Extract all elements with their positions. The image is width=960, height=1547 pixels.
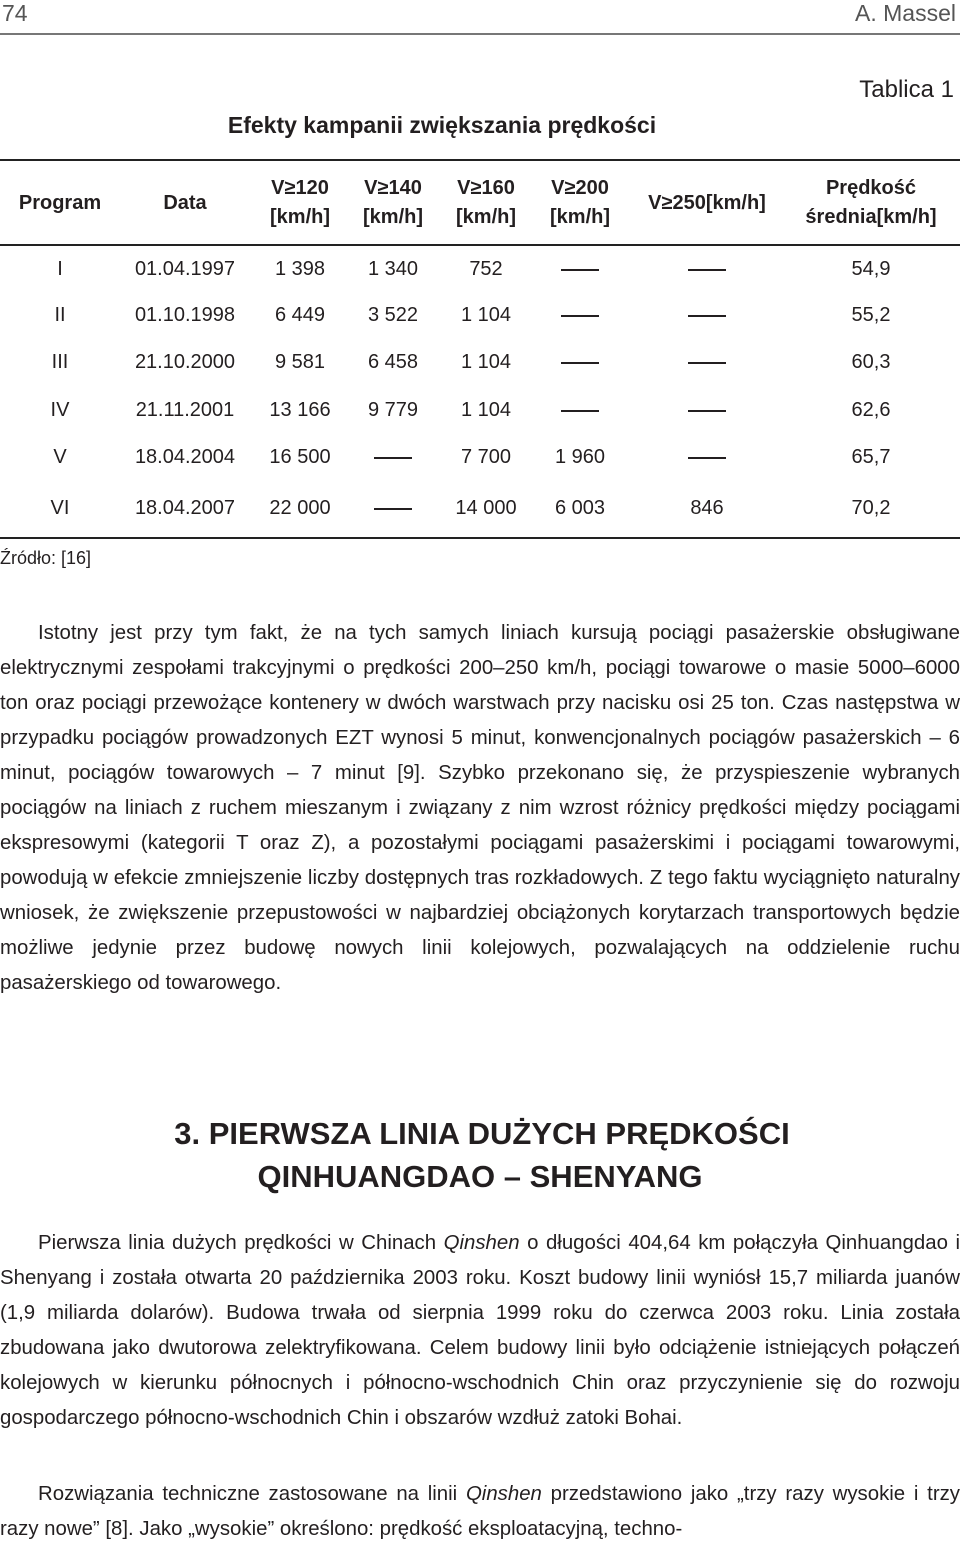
section-heading-line: QINHUANGDAO – SHENYANG [257,1159,703,1194]
empty-value-dash [627,387,787,433]
table-cell: 1 398 [274,258,326,280]
table-cell: 9 779 [367,399,419,421]
line-name-italic: Qinshen [465,1483,542,1505]
dash-mark [561,269,599,271]
table-cell: 1 104 [460,351,512,373]
table-title-text: Efekty kampanii zwiększania prędkości [227,112,657,138]
empty-value-dash [535,246,625,292]
table-row [0,339,960,385]
table-cell: III [51,351,69,373]
column-header-line: Data [163,191,207,214]
column-header [786,173,956,233]
table-cell: 7 700 [460,446,512,468]
table-cell: IV [50,399,70,421]
paragraph-text: przedstawiono jako „trzy razy wysokie i trzy razy nowe” [8]. Jako „wysokie” określono: prędkość eksploatacyjną, techno- [0,1483,960,1540]
table-row [0,387,960,433]
column-header-line: V≥200 [551,177,609,199]
column-header [125,173,245,233]
dash-mark [561,315,599,317]
column-header-line: V≥140 [364,177,422,199]
dash-mark [561,362,599,364]
running-header [0,0,960,34]
table-cell: 60,3 [851,351,891,373]
empty-value-dash [627,434,787,480]
table-cell: 6 449 [274,304,326,326]
table-row [0,246,960,292]
column-header-line: [km/h] [456,206,516,228]
table-cell: 1 104 [460,304,512,326]
table-cell: 21.10.2000 [134,351,236,373]
dash-mark [688,457,726,459]
column-header-line: [km/h] [550,206,610,228]
dash-mark [374,457,412,459]
table-cell: 01.10.1998 [134,304,236,326]
table-row [0,485,960,531]
column-header [5,173,115,233]
column-header [255,173,345,233]
column-header-line: Program [18,191,102,214]
page-number: 74 [2,0,28,26]
table-cell: II [54,304,66,326]
line-name-italic: Qinshen [443,1232,520,1254]
table-cell: 13 166 [269,399,331,421]
table-title [0,112,960,139]
column-header-line: V≥250[km/h] [648,191,766,214]
table-cell: 21.11.2001 [135,399,235,421]
empty-value-dash [627,339,787,385]
dash-mark [688,315,726,317]
table-cell: I [57,258,63,280]
header-rule [0,33,960,35]
dash-mark [374,508,412,510]
paragraph-text: Rozwiązania techniczne zastosowane na linii [38,1483,466,1505]
table-cell: 752 [469,258,503,280]
column-header [348,173,438,233]
table-cell: 01.04.1997 [134,258,236,280]
table-cell: 54,9 [851,258,891,280]
running-author: A. Massel [855,0,956,26]
table-cell: 846 [690,497,724,519]
body-paragraph: Istotny jest przy tym fakt, że na tych samych liniach kursują pociągi pasażerskie obsługiwane elektrycznymi zespołami trakcyjnymi o prędkości 200–250 km/h, pociągi towarowe o masie 5000–6000 ton oraz pociągi przewożące kontenery w dwóch warstwach przy nacisku osi 25 ton. Czas następstwa w przypadku pociągów prowadzonych EZT wynosi 5 minut, konwencjonalnych pociągów pasażerskich – 6 minut, pociągów towarowych – 7 minut [9]. Szybko przekonano się, że przyspieszenie wybranych pociągów na liniach z ruchem mieszanym i związany z nim wzrost różnicy prędkości między pociągami ekspresowymi (kategorii T oraz Z), a pozostałymi pociągami pasażerskimi i pociągami towarowymi, powodują w efekcie zmniejszenie liczby dostępnych tras rozkładowych. Z tego faktu wyciągnięto naturalny wniosek, że zwiększenie przepustowości w najbardziej obciążonych korytarzach transportowych będzie możliwe jedynie przez budowę nowych linii kolejowych, pozwalających na oddzielenie ruchu pasażerskiego od towarowego. [0,622,960,994]
body-paragraph [0,1226,960,1436]
empty-value-dash [627,292,787,338]
dash-mark [688,269,726,271]
table-bottom-rule [0,537,960,539]
dash-mark [561,410,599,412]
table-cell: 3 522 [367,304,419,326]
table-cell: 6 458 [367,351,419,373]
table-cell: 6 003 [554,497,606,519]
table-cell: 22 000 [269,497,331,519]
table-cell: 1 340 [367,258,419,280]
column-header-line: [km/h] [270,206,330,228]
column-header [535,173,625,233]
empty-value-dash [348,434,438,480]
table-cell: 62,6 [851,399,891,421]
empty-value-dash [535,339,625,385]
table-row [0,434,960,480]
column-header [627,173,787,233]
table-row [0,292,960,338]
table-top-rule [0,159,960,161]
table-cell: 1 104 [460,399,512,421]
table-cell: 9 581 [274,351,326,373]
dash-mark [688,362,726,364]
paragraph-text: Pierwsza linia dużych prędkości w Chinach [38,1232,444,1254]
table-cell: 55,2 [851,304,891,326]
column-header-line: V≥160 [457,177,515,199]
dash-mark [688,410,726,412]
column-header-line: średnia[km/h] [805,206,937,228]
empty-value-dash [348,485,438,531]
table-cell: 18.04.2007 [134,497,236,519]
column-header-line: [km/h] [363,206,423,228]
empty-value-dash [535,292,625,338]
paragraph-text: o długości 404,64 km połączyła Qinhuangdao i Shenyang i została otwarta 20 października 2003 roku. Koszt budowy linii wyniósł 15,7 miliarda juanów (1,9 miliarda dolarów). Budowa trwała od sierpnia 1999 roku do czerwca 2003 roku. Linia została zbudowana jako dwutorowa zelektryfikowana. Celem budowy linii było odciążenie istniejących połączeń kolejowych w kierunku północnych i północno-wschodnich Chin oraz przyczynienie się do rozwoju gospodarczego północno-wschodnich Chin i obszarów wzdłuż zatoki Bohai. [0,1232,960,1429]
empty-value-dash [535,387,625,433]
column-header-line: Prędkość [825,177,917,199]
table-cell: 1 960 [554,446,606,468]
table-cell: 16 500 [269,446,331,468]
table-cell: V [53,446,67,468]
column-header [441,173,531,233]
table-source-note: Źródło: [16] [0,548,92,568]
body-paragraph [0,1477,960,1547]
table-label: Tablica 1 [859,76,954,103]
section-heading [0,1112,960,1198]
section-heading-line: 3. PIERWSZA LINIA DUŻYCH PRĘDKOŚCI [174,1116,790,1151]
table-cell: VI [50,497,70,519]
column-header-line: V≥120 [271,177,329,199]
table-cell: 70,2 [851,497,891,519]
table-cell: 18.04.2004 [134,446,236,468]
table-cell: 65,7 [851,446,891,468]
empty-value-dash [627,246,787,292]
table-cell: 14 000 [455,497,517,519]
